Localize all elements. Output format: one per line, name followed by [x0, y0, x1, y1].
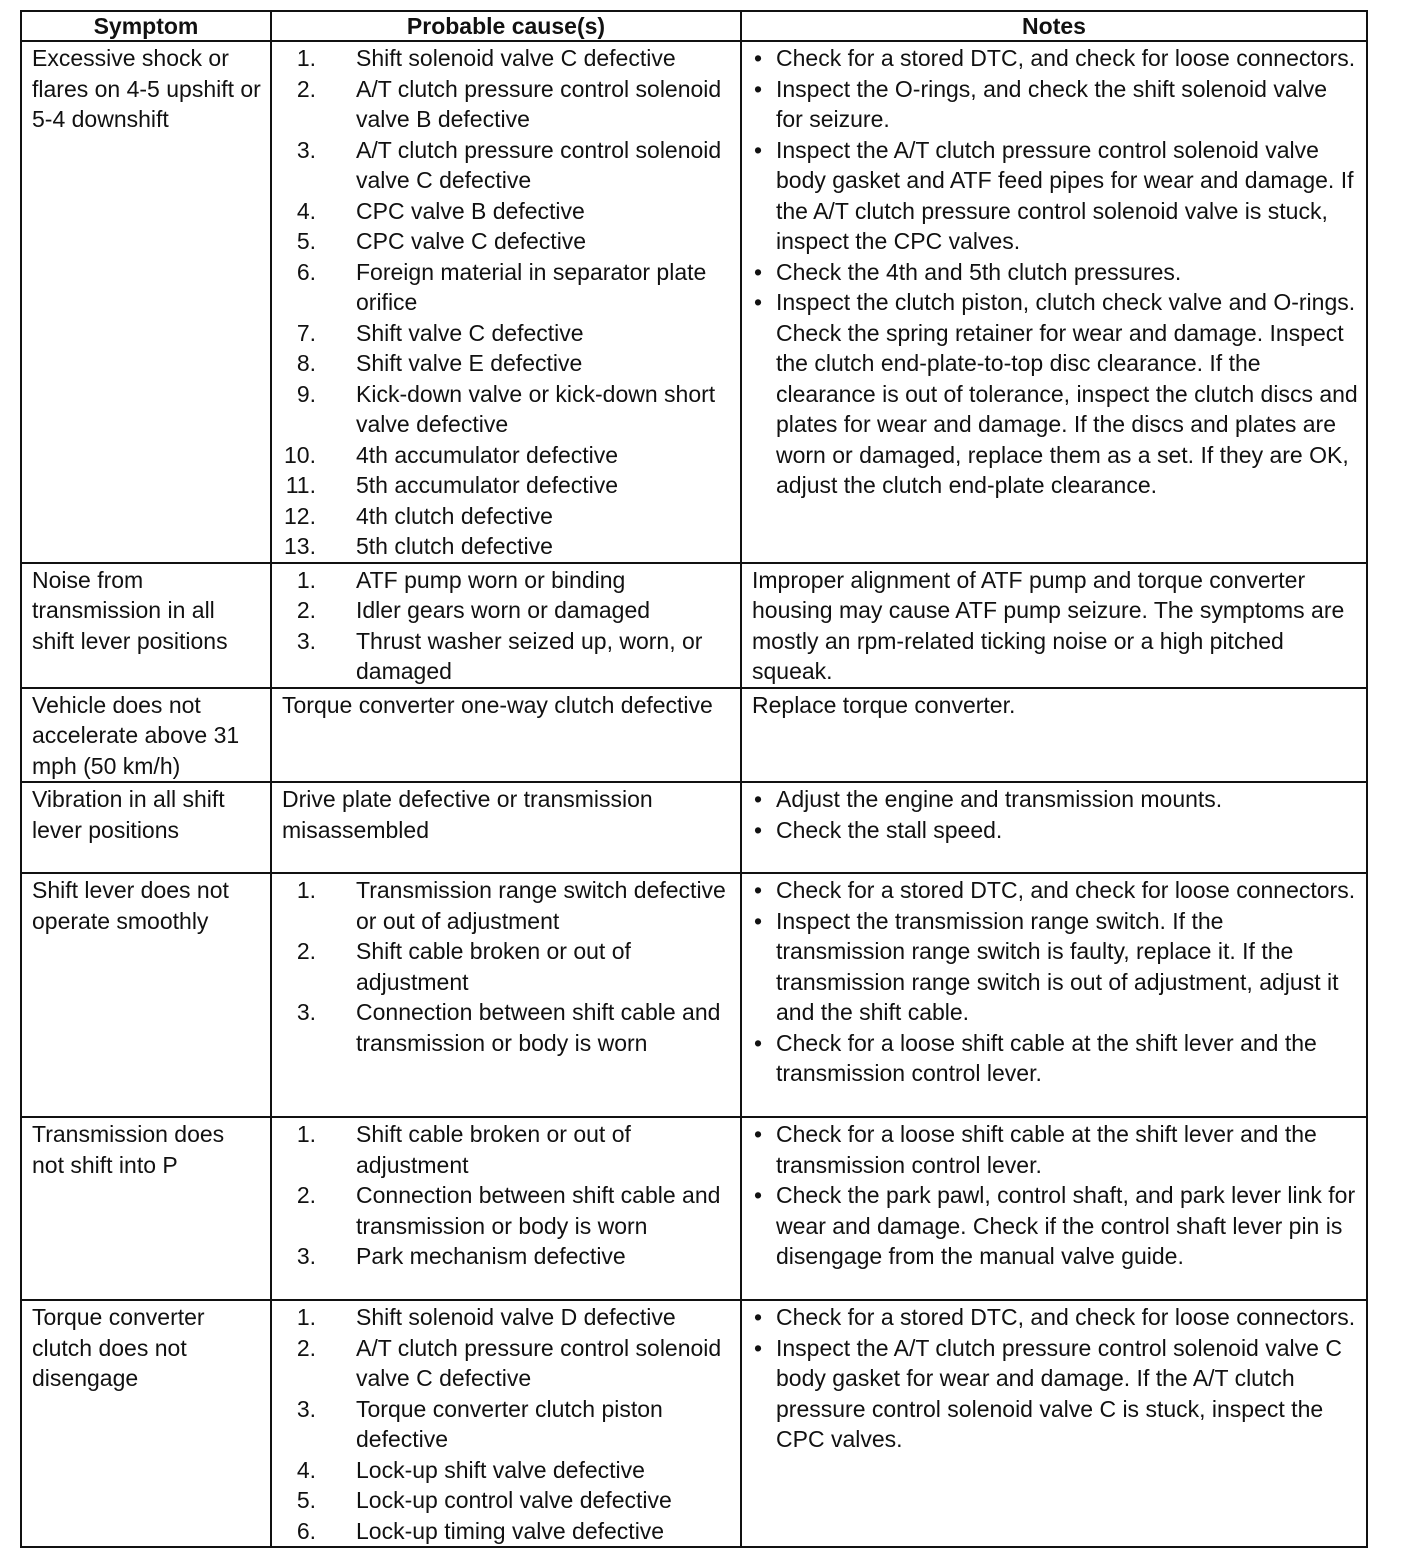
- cause-text: Shift cable broken or out of adjustment: [356, 938, 631, 995]
- cause-list: [282, 875, 732, 1058]
- cause-text: Kick-down valve or kick-down short valve defective: [356, 380, 716, 437]
- cause-item: [282, 1394, 732, 1455]
- symptom-cell: Vibration in all shift lever positions: [21, 782, 271, 873]
- note-text: Improper alignment of ATF pump and torque converter housing may cause ATF pump seizure. The symptoms are mostly an rpm-related ticking noise or a high pitched squeak.: [752, 566, 1345, 684]
- cause-number: 3.: [296, 627, 316, 654]
- cause-text: Lock-up shift valve defective: [356, 1456, 645, 1483]
- note-item: • Check the 4th and 5th clutch pressures.: [752, 257, 1358, 288]
- cause-number: 6.: [296, 1517, 316, 1544]
- note-item: • Check for a loose shift cable at the shift lever and the transmission control lever.: [752, 1028, 1358, 1089]
- causes-cell: [271, 1300, 741, 1547]
- cause-item: [282, 135, 732, 196]
- cause-text: 4th clutch defective: [356, 502, 553, 529]
- note-item: • Inspect the clutch piston, clutch check valve and O-rings. Check the spring retainer for wear and damage. Inspect the clutch end-plate-to-top disc clearance. If the clearance is out of tolerance, inspect the clutch discs and plates for wear and damage. If the discs and plates are worn or damaged, replace them as a set. If they are OK, adjust the clutch end-plate clearance.: [752, 287, 1358, 501]
- table-row: [21, 1117, 1367, 1300]
- cause-item: [282, 74, 732, 135]
- cause-number: 1.: [296, 877, 316, 903]
- cause-item: [282, 470, 732, 501]
- cause-number: 6.: [296, 258, 316, 285]
- cause-number: 5.: [296, 228, 316, 254]
- note-item: • Check for a stored DTC, and check for loose connectors.: [752, 1302, 1358, 1333]
- cause-text: Shift valve C defective: [356, 319, 584, 346]
- causes-cell: [271, 41, 741, 563]
- causes-cell: [271, 873, 741, 1117]
- symptom-cell: Vehicle does not accelerate above 31 mph (50 km/h): [21, 688, 271, 783]
- note-item: • Check for a stored DTC, and check for loose connectors.: [752, 43, 1358, 74]
- cause-item: [282, 196, 732, 227]
- notes-cell: [741, 1300, 1367, 1547]
- cause-text: Shift solenoid valve C defective: [356, 45, 676, 71]
- cause-text: CPC valve B defective: [356, 197, 585, 224]
- notes-list: [752, 875, 1358, 1089]
- note-text: Replace torque converter.: [752, 691, 1016, 718]
- table-row: [21, 1300, 1367, 1547]
- table-row: [21, 41, 1367, 563]
- header-row: [21, 11, 1367, 41]
- cause-item: [282, 531, 732, 562]
- table-row: [21, 688, 1367, 783]
- cause-item: [282, 1455, 732, 1486]
- cause-text: Idler gears worn or damaged: [356, 597, 651, 623]
- notes-list: [752, 43, 1358, 501]
- cause-number: 2.: [296, 938, 316, 964]
- cause-number: 13.: [284, 533, 316, 559]
- cause-list: [282, 1119, 732, 1272]
- cause-item: [282, 595, 732, 626]
- cause-text: 5th clutch defective: [356, 533, 553, 559]
- cause-item: [282, 936, 732, 997]
- cause-number: 9.: [296, 380, 316, 407]
- cause-text: Connection between shift cable and transmission or body is worn: [356, 999, 721, 1056]
- cause-list: [282, 43, 732, 562]
- cause-number: 2.: [296, 597, 316, 623]
- note-item: • Check the stall speed.: [752, 815, 1358, 846]
- symptom-cell: Torque converter clutch does not disengage: [21, 1300, 271, 1547]
- cause-text: Park mechanism defective: [356, 1243, 626, 1269]
- note-item: • Inspect the A/T clutch pressure control solenoid valve body gasket and ATF feed pipes for wear and damage. If the A/T clutch pressure control solenoid valve is stuck, inspect the CPC valves.: [752, 135, 1358, 257]
- header-symptom: Symptom: [21, 11, 271, 41]
- cause-text: Shift cable broken or out of adjustment: [356, 1121, 631, 1178]
- symptom-cell: Excessive shock or flares on 4-5 upshift or 5-4 downshift: [21, 41, 271, 563]
- cause-item: [282, 379, 732, 440]
- notes-list: [752, 1302, 1358, 1455]
- cause-text: A/T clutch pressure control solenoid valve B defective: [356, 75, 722, 132]
- cause-item: [282, 43, 732, 74]
- cause-text: 5th accumulator defective: [356, 472, 619, 498]
- cause-number: 12.: [284, 502, 316, 529]
- cause-text: A/T clutch pressure control solenoid valve C defective: [356, 1334, 722, 1391]
- note-item: • Inspect the O-rings, and check the shift solenoid valve for seizure.: [752, 74, 1358, 135]
- cause-number: 2.: [296, 1182, 316, 1208]
- cause-text: Shift valve E defective: [356, 350, 583, 376]
- cause-item: [282, 348, 732, 379]
- cause-text: Lock-up timing valve defective: [356, 1517, 665, 1544]
- cause-number: 11.: [285, 472, 316, 498]
- note-item: • Check the park pawl, control shaft, and park lever link for wear and damage. Check if the control shaft lever pin is disengage from the manual valve guide.: [752, 1180, 1358, 1272]
- header-notes: Notes: [741, 11, 1367, 41]
- cause-list: [282, 565, 732, 687]
- note-item: • Check for a loose shift cable at the shift lever and the transmission control lever.: [752, 1119, 1358, 1180]
- note-item: • Inspect the A/T clutch pressure control solenoid valve C body gasket for wear and damage. If the A/T clutch pressure control solenoid valve C is stuck, inspect the CPC valves.: [752, 1333, 1358, 1455]
- troubleshooting-table: [20, 10, 1368, 1548]
- cause-number: 4.: [296, 197, 316, 224]
- notes-cell: [741, 41, 1367, 563]
- cause-item: [282, 318, 732, 349]
- cause-number: 2.: [296, 1334, 316, 1361]
- cause-list: [282, 1302, 732, 1546]
- table-row: [21, 782, 1367, 873]
- notes-cell: [741, 688, 1367, 783]
- header-probable-causes: Probable cause(s): [271, 11, 741, 41]
- cause-text: Thrust washer seized up, worn, or damaged: [356, 627, 703, 684]
- table-row: [21, 873, 1367, 1117]
- note-item: • Check for a stored DTC, and check for loose connectors.: [752, 875, 1358, 906]
- cause-text: Torque converter clutch piston defective: [356, 1395, 663, 1452]
- cause-item: [282, 997, 732, 1058]
- notes-cell: [741, 782, 1367, 873]
- cause-number: 10.: [284, 441, 316, 468]
- notes-list: [752, 1119, 1358, 1272]
- symptom-cell: Noise from transmission in all shift lever positions: [21, 563, 271, 688]
- cause-text: 4th accumulator defective: [356, 441, 619, 468]
- symptom-cell: Transmission does not shift into P: [21, 1117, 271, 1300]
- notes-cell: [741, 563, 1367, 688]
- cause-item: [282, 565, 732, 596]
- cause-number: 7.: [296, 319, 316, 346]
- cause-item: [282, 440, 732, 471]
- cause-text: Transmission range switch defective or out of adjustment: [356, 877, 726, 934]
- cause-item: [282, 1302, 732, 1333]
- cause-number: 3.: [296, 1243, 316, 1269]
- symptom-cell: Shift lever does not operate smoothly: [21, 873, 271, 1117]
- cause-number: 8.: [296, 350, 316, 376]
- cause-item: [282, 501, 732, 532]
- causes-cell: Drive plate defective or transmission misassembled: [271, 782, 741, 873]
- notes-list: [752, 784, 1358, 845]
- cause-text: Foreign material in separator plate orifice: [356, 258, 707, 315]
- troubleshooting-sheet: [20, 10, 1366, 1548]
- cause-item: [282, 226, 732, 257]
- cause-number: 1.: [296, 1121, 316, 1147]
- cause-item: [282, 1119, 732, 1180]
- cause-item: [282, 626, 732, 687]
- cause-number: 1.: [296, 566, 316, 593]
- cause-number: 5.: [296, 1487, 316, 1513]
- cause-item: [282, 1516, 732, 1547]
- notes-cell: [741, 873, 1367, 1117]
- notes-cell: [741, 1117, 1367, 1300]
- cause-text: A/T clutch pressure control solenoid valve C defective: [356, 136, 722, 193]
- cause-item: [282, 1333, 732, 1394]
- cause-number: 3.: [296, 999, 316, 1025]
- cause-text: Connection between shift cable and transmission or body is worn: [356, 1182, 721, 1239]
- note-item: • Adjust the engine and transmission mounts.: [752, 784, 1358, 815]
- cause-text: ATF pump worn or binding: [356, 566, 626, 593]
- cause-number: 1.: [296, 45, 316, 71]
- cause-text: Lock-up control valve defective: [356, 1487, 672, 1513]
- cause-item: [282, 1180, 732, 1241]
- causes-cell: [271, 1117, 741, 1300]
- cause-number: 3.: [296, 1395, 316, 1422]
- cause-number: 1.: [296, 1304, 316, 1330]
- cause-item: [282, 1241, 732, 1272]
- cause-text: Shift solenoid valve D defective: [356, 1304, 676, 1330]
- cause-item: [282, 1485, 732, 1516]
- cause-number: 2.: [296, 75, 316, 102]
- cause-text: CPC valve C defective: [356, 228, 587, 254]
- causes-cell: Torque converter one-way clutch defective: [271, 688, 741, 783]
- causes-cell: [271, 563, 741, 688]
- cause-item: [282, 875, 732, 936]
- note-item: • Inspect the transmission range switch. If the transmission range switch is faulty, replace it. If the transmission range switch is out of adjustment, adjust it and the shift cable.: [752, 906, 1358, 1028]
- cause-number: 3.: [296, 136, 316, 163]
- cause-item: [282, 257, 732, 318]
- cause-number: 4.: [296, 1456, 316, 1483]
- table-row: [21, 563, 1367, 688]
